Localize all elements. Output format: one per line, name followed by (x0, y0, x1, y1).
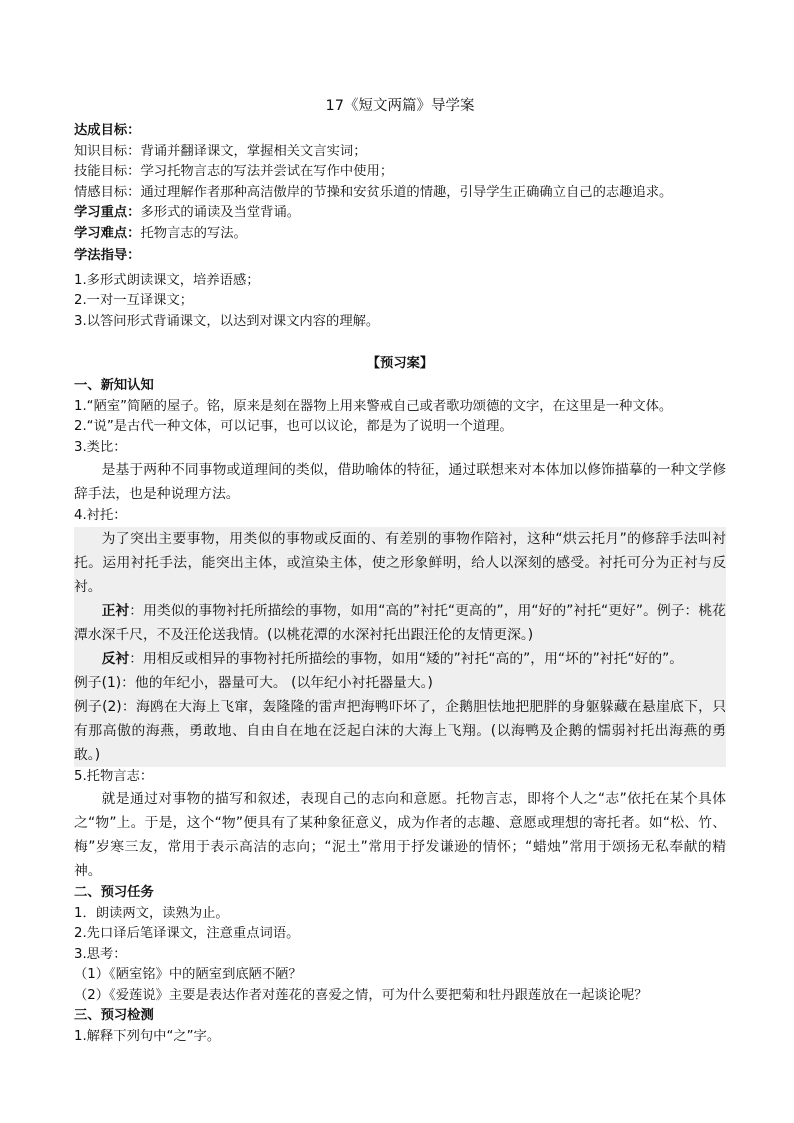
section-2-item-1: 1．朗读两文，读熟为止。 (74, 905, 229, 921)
positive-contrast-text: ：用类似的事物衬托所描绘的事物，如用“高的”衬托“更高的”，用“好的”衬托“更好”。例子：桃花潭水深千尺，不及汪伦送我情。(以桃花潭的水深衬托出跟汪伦的友情更深。) (74, 602, 727, 643)
section-1-heading: 一、新知认知 (74, 378, 154, 393)
emotion-goal-text: 通过理解作者那种高洁傲岸的节操和安贫乐道的情趣，引导学生正确确立自己的志趣追求。 (140, 184, 673, 200)
method-item: 3.以答问形式背诵课文，以达到对课文内容的理解。 (74, 313, 380, 329)
method-item: 1.多形式朗读课文，培养语感； (74, 272, 260, 288)
preview-heading: 【预习案】 (366, 356, 434, 371)
study-focus-text: 多形式的诵读及当堂背诵。 (140, 205, 301, 220)
emotion-goal (74, 183, 726, 204)
method-item: 2.一对一互译课文； (74, 293, 194, 308)
skill-goal-label: 技能目标： (74, 164, 141, 179)
section-2-heading: 二、预习任务 (74, 885, 154, 900)
section-1-item-1: 1.“陋室”简陋的屋子。铭，原来是刻在器物上用来警戒自己或者歌功颂德的文字，在这里是一种文体。 (74, 398, 673, 414)
positive-contrast-label: 正衬 (101, 602, 130, 619)
section-1-item-2: 2.“说”是古代一种文体，可以记事，也可以议论，都是为了说明一个道理。 (74, 419, 513, 434)
symbolism-definition: 就是通过对事物的描写和叙述，表现自己的志向和意愿。托物言志，即将个人之“志”依托在某个具体之“物”上。于是，这个“物”便具有了某种象征意义，成为作者的志趣、意愿或理想的寄托者。如“松、竹、梅”岁寒三友，常用于表示高洁的志向；“泥土”常用于抒发谦逊的情怀；“蜡烛”常用于颂扬无私奉献的精神。 (74, 791, 726, 879)
section-2-question-2: （2）《爱莲说》主要是表达作者对莲花的喜爱之情，可为什么要把菊和牡丹跟莲放在一起谈论呢？ (74, 987, 648, 1003)
section-2-question-1: （1）《陋室铭》中的陋室到底陋不陋？ (74, 967, 302, 982)
analogy-definition: 是基于两种不同事物或道理间的类似，借助喻体的特征，通过联想来对本体加以修饰描摹的一种文学修辞手法，也是种说理方法。 (74, 462, 726, 502)
study-difficulty (74, 224, 726, 245)
section-3-heading: 三、预习检测 (74, 1008, 154, 1023)
section-2-item-3: 3.思考： (74, 946, 127, 962)
example-1: 例子(1)：他的年纪小，器量可大。 (以年纪小衬托器量大。) (74, 671, 726, 695)
knowledge-goal-label: 知识目标： (74, 143, 141, 159)
negative-contrast-label: 反衬 (101, 650, 130, 667)
document-content (74, 96, 726, 1047)
contrast-definition: 为了突出主要事物，用类似的事物或反面的、有差别的事物作陪衬，这种“烘云托月”的修辞手法叫衬托。运用衬托手法，能突出主体，或渲染主体，使之形象鲜明，给人以深刻的感受。衬托可分为正衬与反衬。 (74, 527, 726, 599)
knowledge-goal (74, 142, 726, 163)
example-2: 例子(2)：海鸥在大海上飞窜，轰隆隆的雷声把海鸭吓坏了，企鹅胆怯地把肥胖的身躯躲藏在悬崖底下，只有那高傲的海燕，勇敢地、自由自在地在泛起白沫的大海上飞翔。(以海鸭及企鹅的懦弱衬托出海燕的勇敢。) (74, 695, 726, 767)
skill-goal-text: 学习托物言志的写法并尝试在写作中使用； (140, 164, 394, 179)
document-title: 17《短文两篇》导学案 (325, 98, 475, 114)
section-2-item-2: 2.先口译后笔译课文，注意重点词语。 (74, 926, 300, 941)
knowledge-goal-text: 背诵并翻译课文，掌握相关文言实词； (140, 143, 367, 159)
study-focus-label: 学习重点： (74, 205, 141, 220)
emotion-goal-label: 情感目标： (74, 184, 141, 200)
skill-goal (74, 162, 726, 183)
section-1-item-5-label: 5.托物言志： (74, 768, 154, 784)
negative-contrast-text: ：用相反或相异的事物衬托所描绘的事物，如用“矮的”衬托“高的”，用“坏的”衬托“好的”。 (129, 650, 684, 667)
section-3-item-1: 1.解释下列句中“之”字。 (74, 1028, 221, 1044)
method-heading: 学法指导： (74, 248, 141, 263)
study-focus (74, 203, 726, 224)
section-1-item-3-label: 3.类比： (74, 439, 127, 455)
study-difficulty-text: 托物言志的写法。 (140, 225, 247, 241)
negative-contrast (74, 647, 726, 671)
section-1-item-4-label: 4.衬托： (74, 508, 127, 523)
positive-contrast (74, 599, 726, 647)
study-difficulty-label: 学习难点： (74, 225, 141, 241)
goals-heading: 达成目标： (74, 123, 141, 138)
